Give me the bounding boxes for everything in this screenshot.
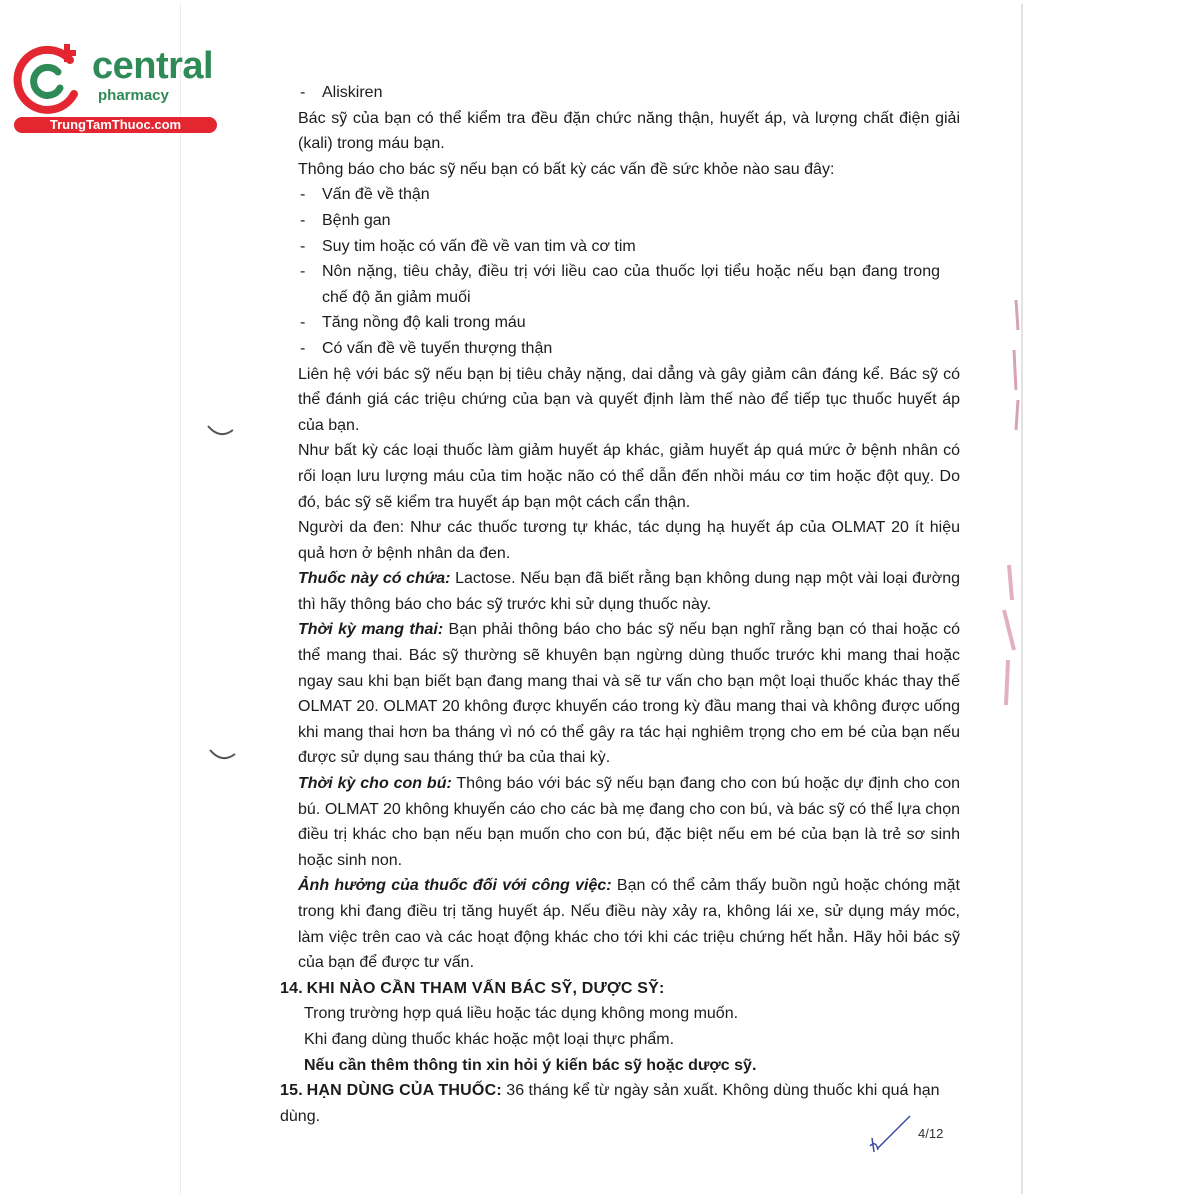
heading-14-line: Nếu cần thêm thông tin xin hỏi ý kiến bác sỹ hoặc dược sỹ. — [304, 1056, 757, 1074]
heading-14-line: Khi đang dùng thuốc khác hoặc một loại thực phẩm. — [304, 1030, 675, 1048]
central-pharmacy-logo[interactable] — [8, 38, 218, 138]
punch-hole-icon — [207, 748, 237, 762]
heading-15: 15. HẠN DÙNG CỦA THUỐC: 36 tháng kể từ ngày sản xuất. Không dùng thuốc khi quá hạn dùng. — [280, 1082, 940, 1125]
section-breastfeeding: Thời kỳ cho con bú: Thông báo với bác sỹ nếu bạn đang cho con bú hoặc dự định cho con bú. OLMAT 20 không khuyến cáo cho các bà mẹ đang cho con bú, và bác sỹ có thể lựa chọn điều trị khác cho bạn nếu bạn muốn cho con bú, đặc biệt nếu em bé của bạn là trẻ sơ sinh hoặc sinh non. — [298, 775, 961, 869]
section-pregnancy: Thời kỳ mang thai: Bạn phải thông báo cho bác sỹ nếu bạn nghĩ rằng bạn có thai hoặc có thể mang thai. Bác sỹ thường sẽ khuyên bạn ngừng dùng thuốc trước khi mang thai hoặc ngay sau khi bạn biết bạn đang mang thai và sẽ tư vấn cho bạn một loại thuốc khác thay thế OLMAT 20. OLMAT 20 không được khuyến cáo trong kỳ đầu mang thai và không được uống khi mang thai hơn ba tháng vì nó có thể gây ra tác hại nghiêm trọng cho em bé của bạn nếu được sử dụng sau tháng thứ ba của thai kỳ. — [298, 621, 960, 767]
document-body — [280, 80, 960, 1129]
paragraph: Bác sỹ của bạn có thể kiểm tra đều đặn chức năng thận, huyết áp, và lượng chất điện giải (kali) trong máu bạn. — [298, 109, 960, 153]
section-lactose: Thuốc này có chứa: Lactose. Nếu bạn đã biết rằng bạn không dung nạp một vài loại đường thì hãy thông báo cho bác sỹ trước khi sử dụng thuốc này. — [298, 570, 961, 613]
stamp-edge-icon — [994, 560, 1024, 710]
punch-hole-icon — [205, 424, 235, 438]
section-driving: Ảnh hưởng của thuốc đối với công việc: Bạn có thể cảm thấy buồn ngủ hoặc chóng mặt trong khi đang điều trị tăng huyết áp. Nếu điều này xảy ra, không lái xe, sử dụng máy móc, làm việc trên cao và các hoạt động khác cho tới khi các triệu chứng hết hẳn. Hãy hỏi bác sỹ của bạn để được tư vấn. — [298, 877, 960, 972]
paragraph: Người da đen: Như các thuốc tương tự khác, tác dụng hạ huyết áp của OLMAT 20 ít hiệu quả hơn ở bệnh nhân da đen. — [298, 519, 960, 562]
logo-mark-icon — [8, 38, 92, 118]
logo-site: TrungTamThuoc.com — [14, 117, 217, 133]
paragraph: Như bất kỳ các loại thuốc làm giảm huyết áp khác, giảm huyết áp quá mức ở bệnh nhân có rối loạn lưu lượng máu của tim hoặc não có thể dẫn đến nhồi máu cơ tim hoặc đột quỵ. Do đó, bác sỹ sẽ kiểm tra huyết áp bạn một cách cẩn thận. — [298, 442, 960, 511]
paragraph: Thông báo cho bác sỹ nếu bạn có bất kỳ các vấn đề sức khỏe nào sau đây: — [298, 160, 835, 178]
list-item: - Có vấn đề về tuyến thượng thận — [300, 339, 553, 357]
heading-14: 14. KHI NÀO CẦN THAM VẤN BÁC SỸ, DƯỢC SỸ: — [280, 979, 665, 997]
logo-brand: central — [92, 45, 214, 87]
list-item: - Aliskiren — [300, 84, 383, 101]
stamp-edge-icon — [1006, 290, 1026, 440]
list-item: - Vấn đề về thận — [300, 186, 430, 204]
list-item: - Suy tim hoặc có vấn đề về van tim và cơ tim — [300, 237, 636, 255]
heading-14-line: Trong trường hợp quá liều hoặc tác dụng không mong muốn. — [304, 1005, 739, 1023]
logo-subtitle: pharmacy — [98, 87, 169, 104]
list-item: - Bệnh gan — [300, 211, 391, 229]
paragraph: Liên hệ với bác sỹ nếu bạn bị tiêu chảy nặng, dai dẳng và gây giảm cân đáng kể. Bác sỹ có thể đánh giá các triệu chứng của bạn và quyết định làm thế nào để tiếp tục thuốc huyết áp của bạn. — [298, 365, 960, 434]
page-number: 4/12 — [918, 1126, 944, 1141]
list-item: - Nôn nặng, tiêu chảy, điều trị với liều cao của thuốc lợi tiểu hoặc nếu bạn đang trong chế độ ăn giảm muối — [300, 263, 940, 306]
list-item: - Tăng nồng độ kali trong máu — [300, 314, 526, 332]
